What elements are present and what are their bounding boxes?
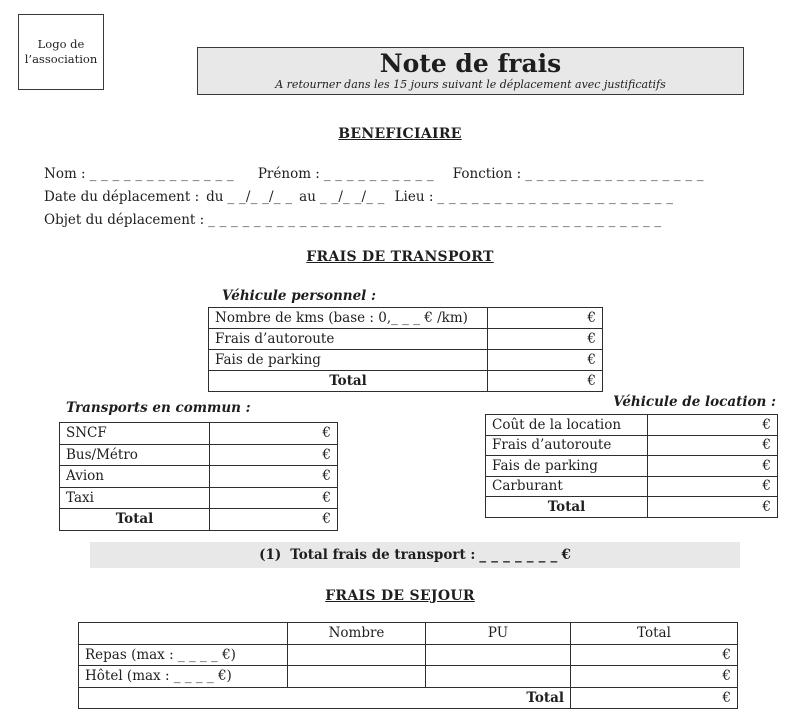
euro-sign: € (561, 547, 571, 563)
date-au-blank: _ _/_ _/_ _ (319, 189, 385, 205)
table-row (486, 456, 778, 477)
vehicule-personnel-label: Véhicule personnel : (222, 288, 376, 304)
amount-cell: € (210, 509, 338, 531)
table-row (209, 308, 603, 329)
total-label: Total (486, 497, 648, 518)
line-identite (44, 163, 774, 186)
row-label: Hôtel (max : _ _ _ _ €) (79, 666, 288, 688)
row-label: Fais de parking (486, 456, 648, 477)
table-row (79, 666, 738, 688)
au-label: au (299, 189, 316, 205)
frais-sejour-table (78, 622, 738, 709)
table-row (60, 487, 338, 509)
amount-cell: € (210, 466, 338, 488)
total-transport-number: (1) (259, 547, 282, 563)
table-header-row (79, 623, 738, 645)
amount-cell: € (210, 423, 338, 445)
table-total-row (60, 509, 338, 531)
line-objet (44, 209, 774, 232)
row-label: Nombre de kms (base : 0,_ _ _ € /km) (209, 308, 488, 329)
row-label: Frais d’autoroute (209, 329, 488, 350)
section-heading-transport: FRAIS DE TRANSPORT (306, 249, 494, 265)
prenom-label: Prénom : (257, 166, 320, 182)
table-row (209, 329, 603, 350)
row-label: Avion (60, 466, 210, 488)
nom-label: Nom : (44, 166, 86, 182)
association-logo-placeholder (18, 14, 104, 90)
row-label: SNCF (60, 423, 210, 445)
amount-cell: € (488, 350, 603, 371)
section-heading-sejour: FRAIS DE SEJOUR (325, 588, 475, 604)
table-total-row (486, 497, 778, 518)
amount-cell: € (488, 371, 603, 392)
amount-cell: € (648, 415, 778, 436)
total-label: Total (79, 687, 571, 709)
fonction-blank: _ _ _ _ _ _ _ _ _ _ _ _ _ _ _ _ (525, 166, 704, 182)
table-row (60, 466, 338, 488)
total-label: Total (209, 371, 488, 392)
total-transport-bar (90, 542, 740, 568)
amount-cell: € (571, 644, 738, 666)
nombre-cell (288, 666, 426, 688)
beneficiaire-fields (44, 163, 774, 232)
amount-cell: € (210, 487, 338, 509)
prenom-blank: _ _ _ _ _ _ _ _ _ _ (323, 166, 434, 182)
total-transport-label: Total frais de transport : (290, 547, 476, 563)
nombre-cell (288, 644, 426, 666)
nom-blank: _ _ _ _ _ _ _ _ _ _ _ _ _ (89, 166, 234, 182)
row-label: Fais de parking (209, 350, 488, 371)
table-row (60, 444, 338, 466)
table-row (60, 423, 338, 445)
row-label: Taxi (60, 487, 210, 509)
row-label: Coût de la location (486, 415, 648, 436)
header-nombre: Nombre (288, 623, 426, 645)
table-total-row (79, 687, 738, 709)
table-row (209, 350, 603, 371)
vehicule-personnel-table (208, 307, 603, 392)
amount-cell: € (648, 435, 778, 456)
header-pu: PU (426, 623, 571, 645)
table-total-row (209, 371, 603, 392)
row-label: Bus/Métro (60, 444, 210, 466)
form-title: Note de frais (379, 49, 562, 78)
table-row (486, 476, 778, 497)
lieu-blank: _ _ _ _ _ _ _ _ _ _ _ _ _ _ _ _ _ _ _ _ _ (437, 189, 674, 205)
total-transport-blank: _ _ _ _ _ _ _ (479, 547, 558, 563)
amount-cell: € (648, 497, 778, 518)
logo-text-line1: Logo de (37, 37, 85, 51)
amount-cell: € (648, 476, 778, 497)
form-header (197, 47, 744, 95)
objet-label: Objet du déplacement : (44, 212, 205, 228)
amount-cell: € (571, 687, 738, 709)
row-label: Carburant (486, 476, 648, 497)
header-total: Total (571, 623, 738, 645)
table-row (486, 415, 778, 436)
table-row (486, 435, 778, 456)
header-empty (79, 623, 288, 645)
total-label: Total (60, 509, 210, 531)
logo-text-line2: l’association (24, 52, 98, 66)
vehicule-location-table (485, 414, 778, 518)
fonction-label: Fonction : (452, 166, 522, 182)
amount-cell: € (488, 329, 603, 350)
lieu-label: Lieu : (394, 189, 434, 205)
transports-commun-table (59, 422, 338, 531)
vehicule-location-label: Véhicule de location : (613, 394, 776, 410)
pu-cell (426, 644, 571, 666)
line-date-lieu (44, 186, 774, 209)
section-heading-beneficiaire: BENEFICIAIRE (338, 126, 462, 142)
transports-commun-label: Transports en commun : (66, 400, 251, 416)
pu-cell (426, 666, 571, 688)
amount-cell: € (488, 308, 603, 329)
date-deplacement-label: Date du déplacement : (44, 189, 200, 205)
amount-cell: € (648, 456, 778, 477)
row-label: Frais d’autoroute (486, 435, 648, 456)
du-label: du (206, 189, 224, 205)
amount-cell: € (210, 444, 338, 466)
table-row (79, 644, 738, 666)
amount-cell: € (571, 666, 738, 688)
row-label: Repas (max : _ _ _ _ €) (79, 644, 288, 666)
objet-blank: _ _ _ _ _ _ _ _ _ _ _ _ _ _ _ _ _ _ _ _ _ _ _ _ _ _ _ _ _ _ _ _ _ _ _ _ _ _ _ _ (208, 212, 662, 228)
form-subtitle: A retourner dans les 15 jours suivant le déplacement avec justificatifs (275, 78, 666, 91)
date-du-blank: _ _/_ _/_ _ (227, 189, 293, 205)
